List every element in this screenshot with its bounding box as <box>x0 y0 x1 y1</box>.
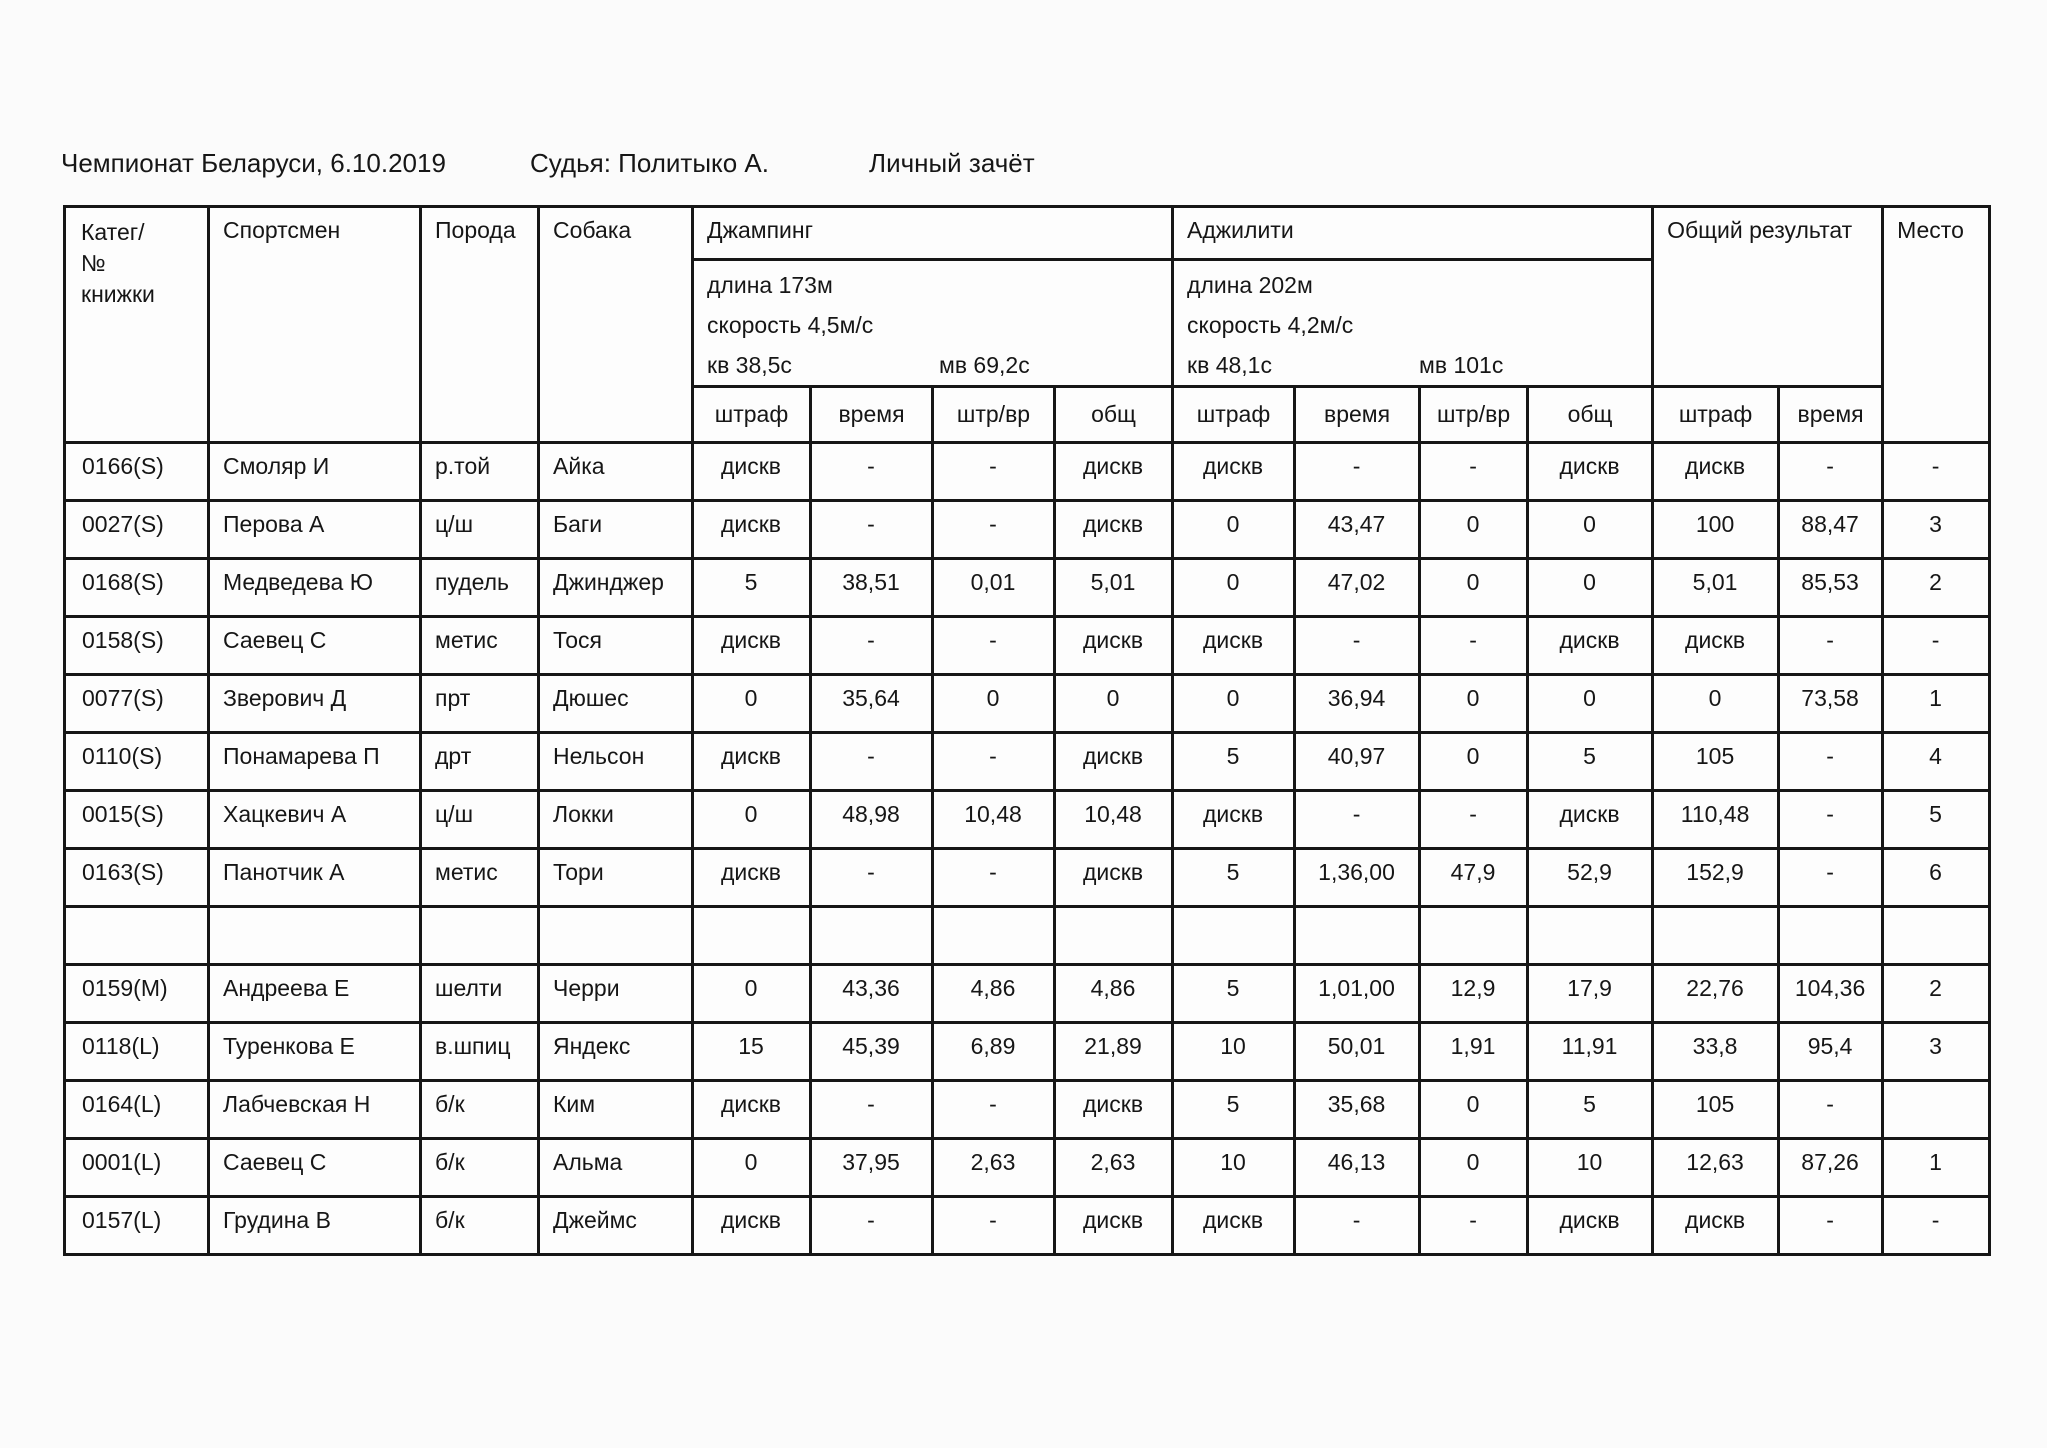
cell: 40,97 <box>1295 733 1420 791</box>
cell: 10,48 <box>933 791 1055 849</box>
cell: 33,8 <box>1653 1023 1779 1081</box>
overall-time-header: время <box>1779 387 1883 443</box>
jumping-penalty-header: штраф <box>693 387 811 443</box>
cell <box>1883 907 1990 965</box>
cell: 0118(L) <box>65 1023 209 1081</box>
cell: дискв <box>1055 1197 1173 1255</box>
cell: 5 <box>1173 1081 1295 1139</box>
jumping-total-header: общ <box>1055 387 1173 443</box>
cell: 0 <box>1420 733 1528 791</box>
cell <box>933 907 1055 965</box>
cell: 36,94 <box>1295 675 1420 733</box>
cell: метис <box>421 617 539 675</box>
cell: 2,63 <box>933 1139 1055 1197</box>
cell: Медведева Ю <box>209 559 421 617</box>
cell: 43,36 <box>811 965 933 1023</box>
cell: - <box>1883 1197 1990 1255</box>
cell: Джеймс <box>539 1197 693 1255</box>
cell: 0077(S) <box>65 675 209 733</box>
cell: - <box>1883 617 1990 675</box>
cell <box>1055 907 1173 965</box>
cell: 6 <box>1883 849 1990 907</box>
jumping-max-time: мв 69,2с <box>939 352 1030 378</box>
jumping-course-info <box>693 260 1173 387</box>
cell: 12,9 <box>1420 965 1528 1023</box>
cell: дискв <box>1173 617 1295 675</box>
cell: дискв <box>693 1197 811 1255</box>
cell <box>1173 907 1295 965</box>
cell: 10,48 <box>1055 791 1173 849</box>
cell <box>209 907 421 965</box>
cell: 37,95 <box>811 1139 933 1197</box>
col-header-place: Место <box>1883 207 1990 443</box>
cell: б/к <box>421 1197 539 1255</box>
cell: 88,47 <box>1779 501 1883 559</box>
agility-speed: скорость 4,2м/с <box>1187 312 1354 338</box>
cell: 104,36 <box>1779 965 1883 1023</box>
cell: дискв <box>1653 617 1779 675</box>
cell: 0 <box>1420 1081 1528 1139</box>
cell: шелти <box>421 965 539 1023</box>
col-header-overall: Общий результат <box>1653 207 1883 387</box>
cell: 35,68 <box>1295 1081 1420 1139</box>
table-row <box>65 617 1990 675</box>
table-row <box>65 501 1990 559</box>
cell: Понамарева П <box>209 733 421 791</box>
cell: Андреева Е <box>209 965 421 1023</box>
jumping-timefault-header: штр/вр <box>933 387 1055 443</box>
cell: 0 <box>1173 501 1295 559</box>
cell: - <box>1420 617 1528 675</box>
cell: 12,63 <box>1653 1139 1779 1197</box>
table-row <box>65 965 1990 1023</box>
cell: 4 <box>1883 733 1990 791</box>
cell: - <box>1420 1197 1528 1255</box>
cell: дискв <box>1528 443 1653 501</box>
cell: 100 <box>1653 501 1779 559</box>
cell <box>811 907 933 965</box>
cell: 50,01 <box>1295 1023 1420 1081</box>
cell: - <box>811 1197 933 1255</box>
table-row <box>65 1197 1990 1255</box>
cell: 5 <box>693 559 811 617</box>
table-row <box>65 1081 1990 1139</box>
cell: Черри <box>539 965 693 1023</box>
agility-timefault-header: штр/вр <box>1420 387 1528 443</box>
cell: 0157(L) <box>65 1197 209 1255</box>
cell: 17,9 <box>1528 965 1653 1023</box>
category-label-line3: книжки <box>81 281 155 307</box>
cell: 1 <box>1883 675 1990 733</box>
cell: - <box>1779 733 1883 791</box>
col-header-agility: Аджилити <box>1173 207 1653 260</box>
cell: - <box>933 617 1055 675</box>
cell: - <box>933 1197 1055 1255</box>
cell: 10 <box>1173 1023 1295 1081</box>
cell: 0 <box>693 965 811 1023</box>
cell: - <box>811 617 933 675</box>
cell: 1,01,00 <box>1295 965 1420 1023</box>
cell: - <box>933 733 1055 791</box>
cell: 5 <box>1528 733 1653 791</box>
cell: дискв <box>693 617 811 675</box>
cell: дискв <box>1653 443 1779 501</box>
cell: Саевец С <box>209 1139 421 1197</box>
cell: - <box>1883 443 1990 501</box>
cell: 10 <box>1173 1139 1295 1197</box>
cell: Нельсон <box>539 733 693 791</box>
cell: - <box>1295 1197 1420 1255</box>
overall-penalty-header: штраф <box>1653 387 1779 443</box>
cell: 110,48 <box>1653 791 1779 849</box>
cell: - <box>933 501 1055 559</box>
cell: 1,91 <box>1420 1023 1528 1081</box>
cell: 0 <box>693 675 811 733</box>
cell: Дюшес <box>539 675 693 733</box>
agility-max-time: мв 101с <box>1419 352 1504 378</box>
cell: Панотчик А <box>209 849 421 907</box>
cell: 0110(S) <box>65 733 209 791</box>
cell: 5 <box>1528 1081 1653 1139</box>
results-table <box>63 205 1991 1256</box>
cell: 5 <box>1883 791 1990 849</box>
table-row <box>65 1023 1990 1081</box>
cell: - <box>1779 1197 1883 1255</box>
table-row <box>65 849 1990 907</box>
cell: дискв <box>1173 443 1295 501</box>
cell: дискв <box>693 733 811 791</box>
cell <box>539 907 693 965</box>
judge-name: Судья: Политыко А. <box>530 148 769 178</box>
cell: 4,86 <box>1055 965 1173 1023</box>
col-header-category <box>65 207 209 443</box>
cell: Грудина В <box>209 1197 421 1255</box>
cell: прт <box>421 675 539 733</box>
cell: дискв <box>1173 1197 1295 1255</box>
cell: 0 <box>1055 675 1173 733</box>
cell: Альма <box>539 1139 693 1197</box>
results-body <box>65 443 1990 1255</box>
cell: 0,01 <box>933 559 1055 617</box>
cell: 45,39 <box>811 1023 933 1081</box>
cell: 0 <box>1528 501 1653 559</box>
cell: р.той <box>421 443 539 501</box>
agility-standard-time: кв 48,1с <box>1187 352 1272 378</box>
cell: 0163(S) <box>65 849 209 907</box>
cell: 105 <box>1653 733 1779 791</box>
agility-course-info <box>1173 260 1653 387</box>
cell: 0 <box>1420 501 1528 559</box>
cell: Лабчевская Н <box>209 1081 421 1139</box>
cell: 0 <box>693 1139 811 1197</box>
cell: 3 <box>1883 501 1990 559</box>
cell: 5 <box>1173 965 1295 1023</box>
cell <box>1883 1081 1990 1139</box>
cell: дрт <box>421 733 539 791</box>
col-header-breed: Порода <box>421 207 539 443</box>
cell: - <box>1779 617 1883 675</box>
jumping-time-header: время <box>811 387 933 443</box>
cell: - <box>1779 849 1883 907</box>
cell: Джинджер <box>539 559 693 617</box>
cell: - <box>1779 1081 1883 1139</box>
jumping-standard-time: кв 38,5с <box>707 352 792 378</box>
cell: 21,89 <box>1055 1023 1173 1081</box>
cell: б/к <box>421 1081 539 1139</box>
cell: ц/ш <box>421 791 539 849</box>
cell: - <box>1295 443 1420 501</box>
table-row <box>65 791 1990 849</box>
cell: 5,01 <box>1055 559 1173 617</box>
cell: 0166(S) <box>65 443 209 501</box>
cell: 5,01 <box>1653 559 1779 617</box>
cell: 47,02 <box>1295 559 1420 617</box>
cell: 11,91 <box>1528 1023 1653 1081</box>
jumping-length: длина 173м <box>707 272 833 298</box>
cell <box>1295 907 1420 965</box>
cell: дискв <box>1055 617 1173 675</box>
cell: 2 <box>1883 965 1990 1023</box>
cell: - <box>933 443 1055 501</box>
cell: Тося <box>539 617 693 675</box>
col-header-athlete: Спортсмен <box>209 207 421 443</box>
cell <box>1420 907 1528 965</box>
cell: 48,98 <box>811 791 933 849</box>
cell: 0 <box>1420 675 1528 733</box>
cell: дискв <box>693 501 811 559</box>
cell: 47,9 <box>1420 849 1528 907</box>
cell: 0164(L) <box>65 1081 209 1139</box>
cell: 4,86 <box>933 965 1055 1023</box>
cell <box>693 907 811 965</box>
cell: 0001(L) <box>65 1139 209 1197</box>
cell: 0 <box>933 675 1055 733</box>
cell: дискв <box>1528 1197 1653 1255</box>
cell <box>1779 907 1883 965</box>
cell: дискв <box>1055 501 1173 559</box>
cell: 43,47 <box>1295 501 1420 559</box>
scoring-type-label: Личный зачёт <box>869 148 1035 178</box>
cell: - <box>933 1081 1055 1139</box>
cell: - <box>811 501 933 559</box>
cell: 0159(M) <box>65 965 209 1023</box>
agility-length: длина 202м <box>1187 272 1313 298</box>
cell: 0 <box>1173 559 1295 617</box>
cell: Зверович Д <box>209 675 421 733</box>
cell: - <box>811 733 933 791</box>
cell: 3 <box>1883 1023 1990 1081</box>
cell: 1,36,00 <box>1295 849 1420 907</box>
cell: - <box>1779 791 1883 849</box>
jumping-speed: скорость 4,5м/с <box>707 312 874 338</box>
agility-time-header: время <box>1295 387 1420 443</box>
cell: 2 <box>1883 559 1990 617</box>
cell: Баги <box>539 501 693 559</box>
cell: - <box>1420 443 1528 501</box>
cell: 0 <box>1420 1139 1528 1197</box>
empty-separator-row <box>65 907 1990 965</box>
col-header-jumping: Джампинг <box>693 207 1173 260</box>
cell: Хацкевич А <box>209 791 421 849</box>
cell: 0168(S) <box>65 559 209 617</box>
cell <box>1653 907 1779 965</box>
cell: 85,53 <box>1779 559 1883 617</box>
cell: дискв <box>1653 1197 1779 1255</box>
cell: 87,26 <box>1779 1139 1883 1197</box>
cell: б/к <box>421 1139 539 1197</box>
cell <box>421 907 539 965</box>
cell: Туренкова Е <box>209 1023 421 1081</box>
table-row <box>65 559 1990 617</box>
cell: Тори <box>539 849 693 907</box>
cell: пудель <box>421 559 539 617</box>
cell: 0158(S) <box>65 617 209 675</box>
cell: - <box>1779 443 1883 501</box>
cell: - <box>933 849 1055 907</box>
cell: дискв <box>1055 443 1173 501</box>
cell: 73,58 <box>1779 675 1883 733</box>
cell: - <box>811 1081 933 1139</box>
cell: дискв <box>1528 791 1653 849</box>
cell: 0 <box>1420 559 1528 617</box>
cell <box>65 907 209 965</box>
cell: 6,89 <box>933 1023 1055 1081</box>
cell: дискв <box>693 443 811 501</box>
cell: 22,76 <box>1653 965 1779 1023</box>
cell: 152,9 <box>1653 849 1779 907</box>
cell: в.шпиц <box>421 1023 539 1081</box>
table-row <box>65 443 1990 501</box>
cell: 0 <box>1528 559 1653 617</box>
cell: - <box>1295 617 1420 675</box>
cell: Смоляр И <box>209 443 421 501</box>
cell: 105 <box>1653 1081 1779 1139</box>
cell: дискв <box>1173 791 1295 849</box>
cell: Саевец С <box>209 617 421 675</box>
cell: Перова А <box>209 501 421 559</box>
cell: 1 <box>1883 1139 1990 1197</box>
cell: Айка <box>539 443 693 501</box>
cell: Яндекс <box>539 1023 693 1081</box>
cell: 5 <box>1173 849 1295 907</box>
header-row-1 <box>65 207 1990 260</box>
category-label-line1: Катег/ <box>81 219 145 245</box>
cell: 10 <box>1528 1139 1653 1197</box>
cell: 2,63 <box>1055 1139 1173 1197</box>
table-row <box>65 675 1990 733</box>
cell: дискв <box>1055 733 1173 791</box>
cell: дискв <box>693 1081 811 1139</box>
cell: 52,9 <box>1528 849 1653 907</box>
table-row <box>65 733 1990 791</box>
cell: - <box>811 849 933 907</box>
agility-penalty-header: штраф <box>1173 387 1295 443</box>
cell: метис <box>421 849 539 907</box>
cell: 15 <box>693 1023 811 1081</box>
category-label-line2: № <box>81 250 106 276</box>
cell: 0027(S) <box>65 501 209 559</box>
cell: Локки <box>539 791 693 849</box>
col-header-dog: Собака <box>539 207 693 443</box>
cell: 38,51 <box>811 559 933 617</box>
cell: 0015(S) <box>65 791 209 849</box>
agility-total-header: общ <box>1528 387 1653 443</box>
page-title: Чемпионат Беларуси, 6.10.2019 <box>61 148 446 178</box>
cell: дискв <box>1528 617 1653 675</box>
cell: дискв <box>1055 849 1173 907</box>
cell: 0 <box>1653 675 1779 733</box>
cell: 95,4 <box>1779 1023 1883 1081</box>
cell <box>1528 907 1653 965</box>
cell: 35,64 <box>811 675 933 733</box>
table-row <box>65 1139 1990 1197</box>
cell: дискв <box>1055 1081 1173 1139</box>
cell: 46,13 <box>1295 1139 1420 1197</box>
cell: - <box>811 443 933 501</box>
cell: - <box>1295 791 1420 849</box>
cell: 0 <box>693 791 811 849</box>
cell: 0 <box>1528 675 1653 733</box>
cell: дискв <box>693 849 811 907</box>
cell: - <box>1420 791 1528 849</box>
cell: 5 <box>1173 733 1295 791</box>
cell: ц/ш <box>421 501 539 559</box>
cell: 0 <box>1173 675 1295 733</box>
cell: Ким <box>539 1081 693 1139</box>
